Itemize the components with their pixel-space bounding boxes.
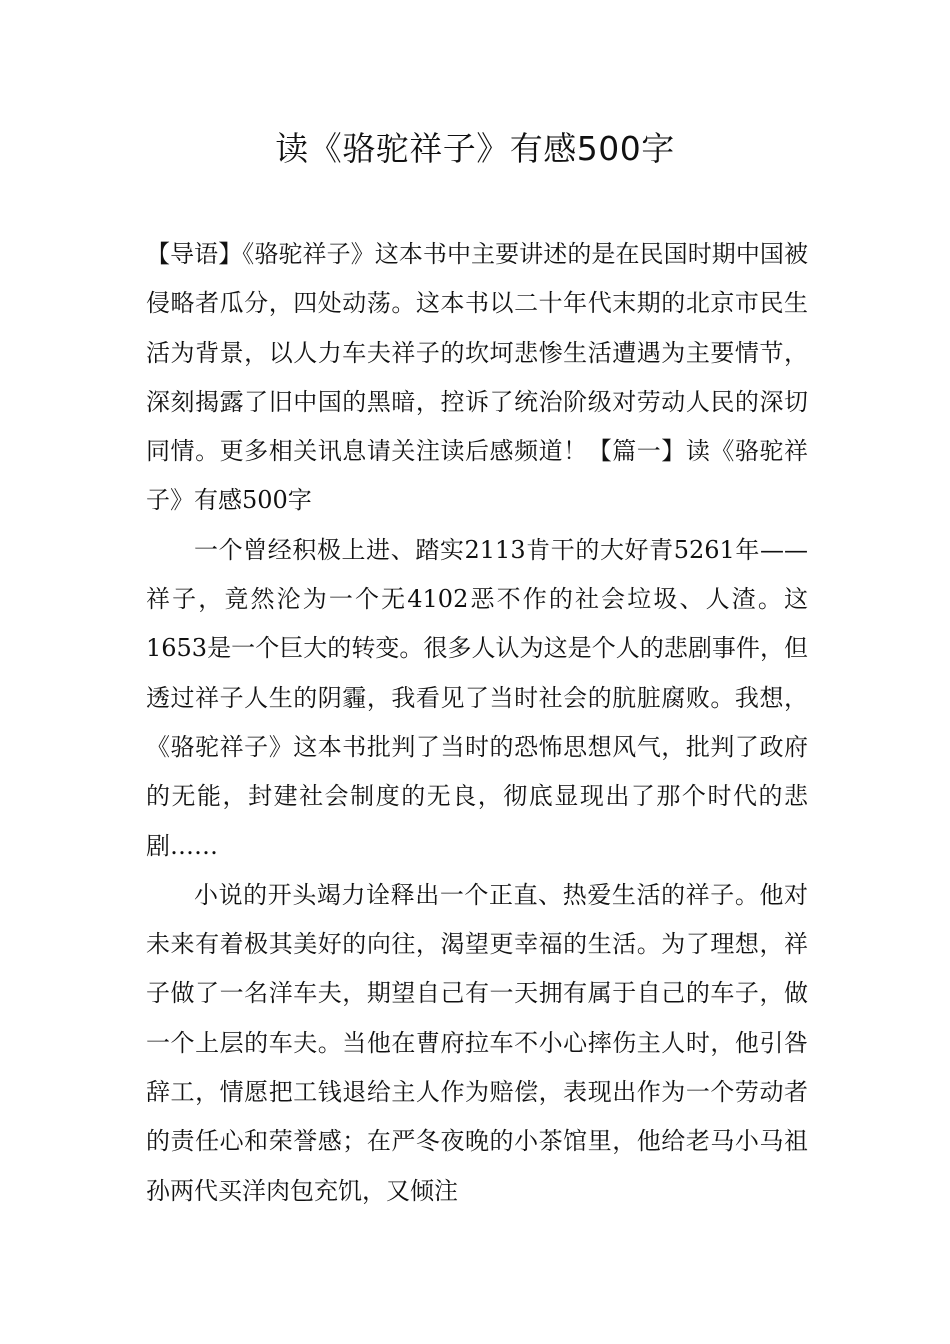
document-body: [146, 230, 808, 1216]
body-paragraph-2: 小说的开头竭力诠释出一个正直、热爱生活的祥子。他对未来有着极其美好的向往，渴望更幸福的生活。为了理想，祥子做了一名洋车夫，期望自己有一天拥有属于自己的车子，做一个上层的车夫。当他在曹府拉车不小心摔伤主人时，他引咎辞工，情愿把工钱退给主人作为赔偿，表现出作为一个劳动者的责任心和荣誉感；在严冬夜晚的小茶馆里，他给老马小马祖孙两代买洋肉包充饥，又倾注: [146, 880, 808, 1205]
intro-paragraph: 【导语】《骆驼祥子》这本书中主要讲述的是在民国时期中国被侵略者瓜分，四处动荡。这本书以二十年代末期的北京市民生活为背景，以人力车夫祥子的坎坷悲惨生活遭遇为主要情节，深刻揭露了旧中国的黑暗，控诉了统治阶级对劳动人民的深切同情。更多相关讯息请关注读后感频道！【篇一】读《骆驼祥子》有感500字: [146, 240, 808, 515]
document-title: 读《骆驼祥子》有感500字: [275, 129, 675, 168]
body-paragraph-1: 一个曾经积极上进、踏实2113肯干的大好青5261年——祥子，竟然沦为一个无4102恶不作的社会垃圾、人渣。这1653是一个巨大的转变。很多人认为这是个人的悲剧事件，但透过祥子人生的阴霾，我看见了当时社会的肮脏腐败。我想，《骆驼祥子》这本书批判了当时的恐怖思想风气，批判了政府的无能，封建社会制度的无良，彻底显现出了那个时代的悲剧……: [146, 535, 808, 860]
